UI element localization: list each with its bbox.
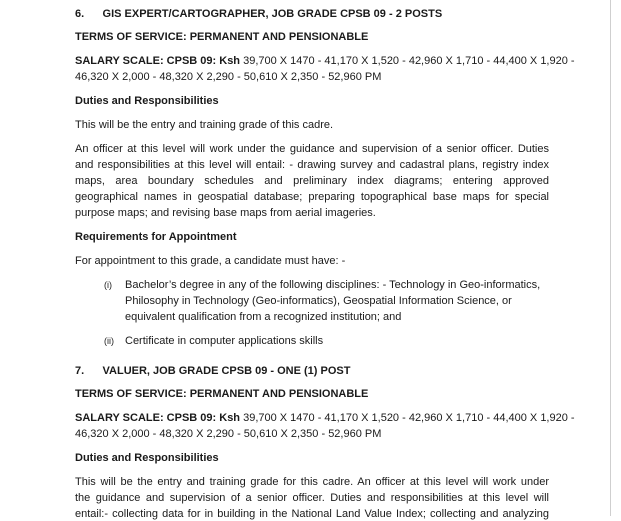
line-text: equivalent qualification from a recognized institution; and (125, 311, 402, 323)
paragraph (75, 206, 376, 220)
list-item (125, 294, 512, 308)
list-marker: (i) (104, 280, 112, 290)
paragraph (75, 174, 549, 188)
list-item (125, 310, 401, 324)
line-text: For appointment to this grade, a candidate must have: - (75, 255, 346, 267)
paragraph (75, 118, 333, 132)
line-text: TERMS OF SERVICE: PERMANENT AND PENSIONABLE (75, 388, 369, 400)
section-7-heading (75, 364, 350, 378)
duties-heading (75, 451, 219, 465)
terms-of-service (75, 387, 368, 401)
paragraph (75, 190, 549, 204)
line-text: This will be the entry and training grade for this cadre. An officer at this level will work under (75, 476, 549, 488)
list-item (104, 334, 324, 348)
duties-heading (75, 94, 219, 108)
line-text: Bachelor’s degree in any of the following disciplines: - Technology in Geo-informatics, (125, 279, 541, 291)
line-text: and responsibilities at this level will entail: - drawing survey and cadastral plans, registry index (75, 159, 549, 171)
line-text: 39,700 X 1470 - 41,170 X 1,520 - 42,960 X 1,710 - 44,400 X 1,920 - (240, 412, 575, 424)
line-text: the guidance and supervision of a senior officer. Duties and responsibilities at this level will (75, 492, 549, 504)
salary-label: SALARY SCALE: CPSB 09: Ksh (75, 412, 241, 424)
line-text: This will be the entry and training grade of this cadre. (75, 119, 334, 131)
paragraph (75, 142, 549, 156)
line-text: 46,320 X 2,000 - 48,320 X 2,290 - 50,610 X 2,350 - 52,960 PM (75, 71, 382, 83)
line-text: 39,700 X 1470 - 41,170 X 1,520 - 42,960 X 1,710 - 44,400 X 1,920 - (240, 55, 575, 67)
line-text: Duties and Responsibilities (75, 95, 219, 107)
line-text: Requirements for Appointment (75, 231, 237, 243)
line-text: TERMS OF SERVICE: PERMANENT AND PENSIONABLE (75, 31, 369, 43)
line-text: entail:- collecting data for in building in the National Land Value Index; collecting and analyzing (75, 508, 549, 520)
paragraph (75, 507, 549, 521)
paragraph (75, 158, 549, 172)
line-text: purpose maps; and revising base maps from aerial imageries. (75, 207, 376, 219)
line-text: 46,320 X 2,000 - 48,320 X 2,290 - 50,610 X 2,350 - 52,960 PM (75, 428, 382, 440)
line-text: Philosophy in Technology (Geo-informatics), Geospatial Information Science, or (125, 295, 512, 307)
paragraph (75, 475, 549, 489)
list-item (104, 278, 541, 292)
requirements-heading (75, 230, 237, 244)
salary-scale (75, 411, 575, 425)
line-text: 6. GIS EXPERT/CARTOGRAPHER, JOB GRADE CPSB 09 - 2 POSTS (75, 8, 443, 20)
list-marker: (ii) (104, 336, 114, 346)
paragraph (75, 491, 549, 505)
line-text: geographical names in geospatial database; preparing topographical base maps for special (75, 191, 549, 203)
terms-of-service (75, 30, 368, 44)
line-text: Certificate in computer applications skills (125, 335, 324, 347)
page-edge-divider (610, 0, 611, 516)
paragraph (75, 254, 345, 268)
salary-scale-cont (75, 70, 381, 84)
section-6-heading (75, 7, 442, 21)
line-text: 7. VALUER, JOB GRADE CPSB 09 - ONE (1) POST (75, 365, 351, 377)
salary-label: SALARY SCALE: CPSB 09: Ksh (75, 55, 241, 67)
line-text: maps, area boundary schedules and preliminary index diagrams; entering approved (75, 175, 549, 187)
line-text: Duties and Responsibilities (75, 452, 219, 464)
salary-scale (75, 54, 575, 68)
salary-scale-cont (75, 427, 381, 441)
line-text: An officer at this level will work under the guidance and supervision of a senior officer. Duties (75, 143, 549, 155)
